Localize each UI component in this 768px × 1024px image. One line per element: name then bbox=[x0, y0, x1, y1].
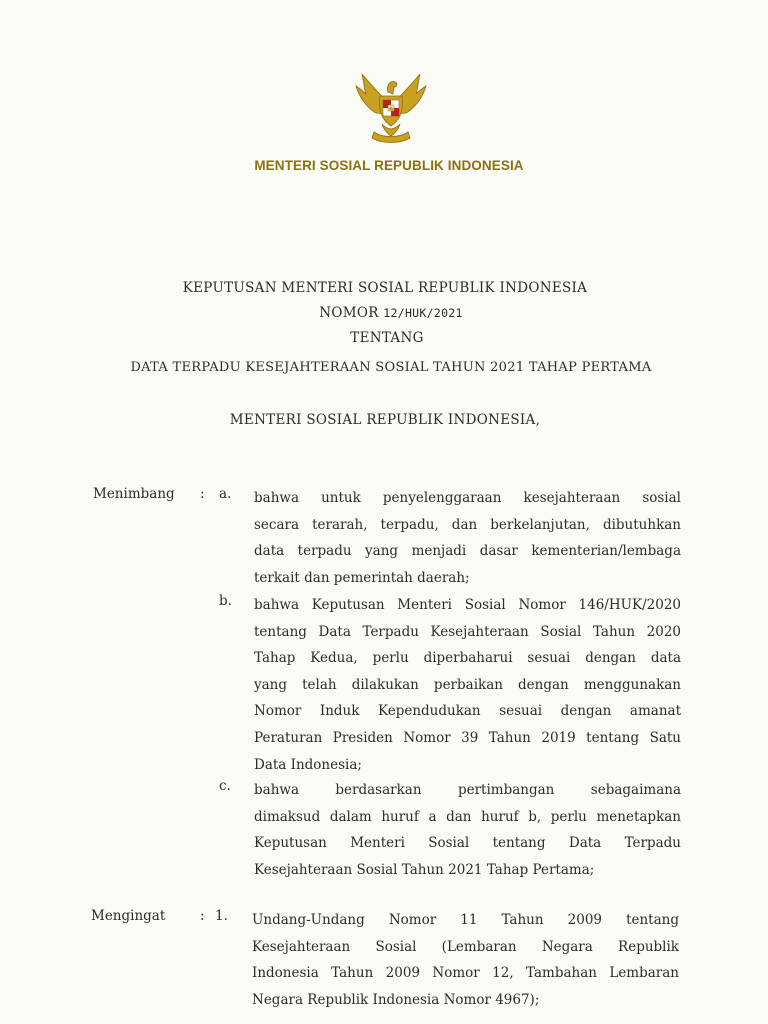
menimbang-item-b bbox=[254, 592, 681, 778]
text-line: Kesejahteraan Sosial Tahun 2021 Tahap Pertama; bbox=[254, 861, 595, 878]
decree-subject: DATA TERPADU KESEJAHTERAAN SOSIAL TAHUN 2021 TAHAP PERTAMA bbox=[130, 360, 652, 375]
text-line: Keputusan Menteri Sosial tentang Data Terpadu bbox=[254, 835, 681, 852]
decree-title: KEPUTUSAN MENTERI SOSIAL REPUBLIK INDONESIA bbox=[182, 280, 588, 296]
text-line: yang telah dilakukan perbaikan dengan menggunakan bbox=[254, 676, 681, 693]
menimbang-label: Menimbang bbox=[93, 486, 175, 502]
issuer-line: MENTERI SOSIAL REPUBLIK INDONESIA, bbox=[229, 412, 541, 428]
text-line: dimaksud dalam huruf a dan huruf b, perlu menetapkan bbox=[254, 808, 681, 825]
text-line: data terpadu yang menjadi dasar kementerian/lembaga bbox=[254, 543, 681, 560]
menimbang-item-a bbox=[254, 485, 681, 591]
garuda-pancasila-emblem-icon bbox=[350, 66, 432, 148]
ministry-heading: MENTERI SOSIAL REPUBLIK INDONESIA bbox=[254, 158, 524, 173]
mengingat-item-1 bbox=[252, 907, 679, 1013]
text-line: tentang Data Terpadu Kesejahteraan Sosial Tahun 2020 bbox=[254, 623, 681, 640]
text-line: bahwa Keputusan Menteri Sosial Nomor 146/HUK/2020 bbox=[254, 597, 681, 613]
nomor-label: NOMOR bbox=[319, 305, 379, 321]
nomor-value: 12/HUK/2021 bbox=[383, 306, 463, 320]
menimbang-item-c bbox=[254, 777, 681, 883]
text-line: bahwa berdasarkan pertimbangan sebagaimana bbox=[254, 782, 681, 798]
menimbang-item-a-marker: a. bbox=[219, 486, 232, 502]
text-line: Peraturan Presiden Nomor 39 Tahun 2019 tentang Satu bbox=[254, 729, 681, 746]
text-line: Negara Republik Indonesia Nomor 4967); bbox=[252, 991, 540, 1008]
decree-number bbox=[0, 305, 768, 321]
text-line: Data Indonesia; bbox=[254, 756, 362, 773]
text-line: secara terarah, terpadu, dan berkelanjutan, dibutuhkan bbox=[254, 516, 681, 533]
mengingat-item-1-marker: 1. bbox=[215, 908, 228, 924]
text-line: terkait dan pemerintah daerah; bbox=[254, 569, 470, 586]
text-line: Kesejahteraan Sosial (Lembaran Negara Republik bbox=[252, 938, 679, 955]
menimbang-item-b-marker: b. bbox=[219, 593, 232, 609]
menimbang-item-c-marker: c. bbox=[219, 778, 231, 794]
text-line: Indonesia Tahun 2009 Nomor 12, Tambahan Lembaran bbox=[252, 965, 679, 982]
text-line: Undang-Undang Nomor 11 Tahun 2009 tentang bbox=[252, 912, 679, 928]
tentang-label: TENTANG bbox=[350, 330, 424, 346]
mengingat-colon: : bbox=[200, 908, 205, 924]
text-line: Tahap Kedua, perlu diperbaharui sesuai dengan data bbox=[254, 650, 681, 667]
menimbang-colon: : bbox=[200, 486, 205, 502]
mengingat-label: Mengingat bbox=[91, 908, 166, 924]
text-line: Nomor Induk Kependudukan sesuai dengan amanat bbox=[254, 703, 681, 720]
text-line: bahwa untuk penyelenggaraan kesejahteraan sosial bbox=[254, 490, 681, 506]
